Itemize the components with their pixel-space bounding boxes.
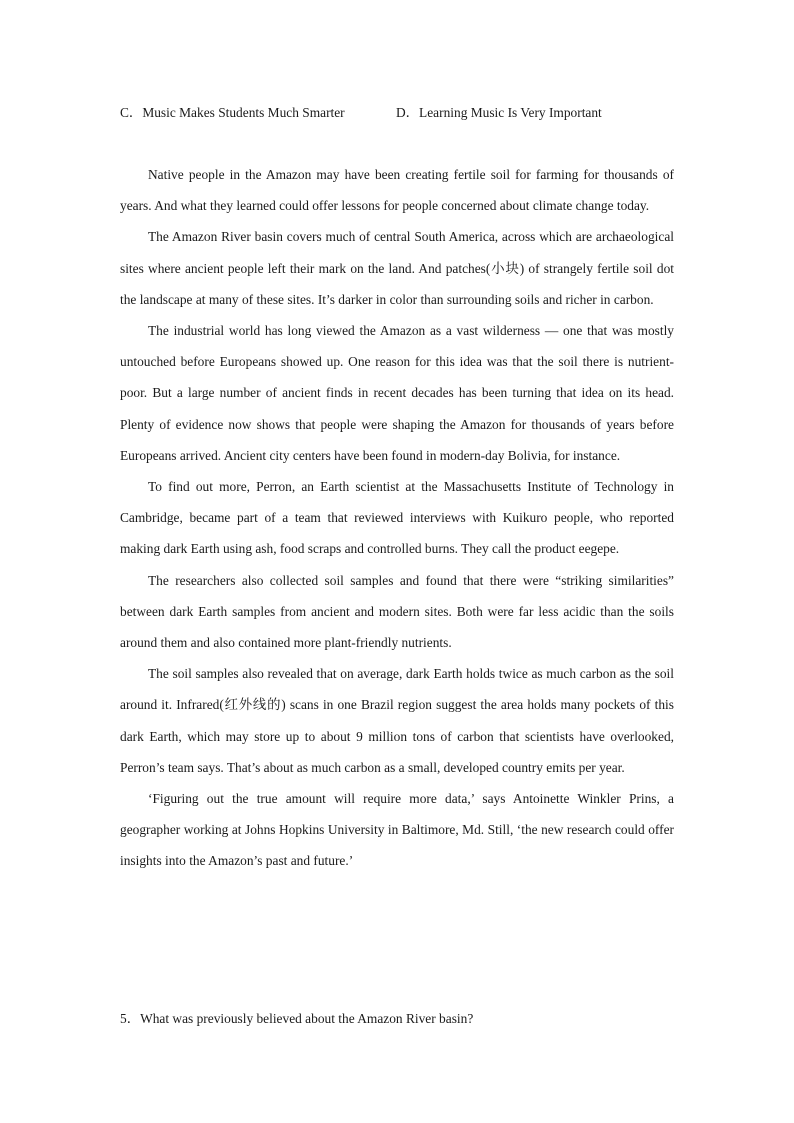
passage-paragraph-2: The Amazon River basin covers much of central South America, across which are archaeological sites where ancient people left their mark on the land. And patches(小块) of strangely fertile soil dot the landscape at many of these sites. It’s darker in color than surrounding soils and richer in carbon. (120, 229, 674, 307)
option-c: C．Music Makes Students Much Smarter (120, 105, 345, 120)
passage-paragraph-7: ‘Figuring out the true amount will require more data,’ says Antoinette Winkler Prins, a geographer working at Johns Hopkins University in Baltimore, Md. Still, ‘the new research could offer insights into the Amazon’s past and future.’ (120, 791, 674, 869)
question-5: 5．What was previously believed about the Amazon River basin? (120, 1011, 474, 1026)
passage-paragraph-3: The industrial world has long viewed the Amazon as a vast wilderness — one that was mostly untouched before Europeans showed up. One reason for this idea was that the soil there is nutrient-poor. But a large number of ancient finds in recent decades has been turning that idea on its head. Plenty of evidence now shows that people were shaping the Amazon for thousands of years before Europeans arrived. Ancient city centers have been found in modern-day Bolivia, for instance. (120, 323, 674, 463)
passage-paragraph-4: To find out more, Perron, an Earth scientist at the Massachusetts Institute of Technology in Cambridge, became part of a team that reviewed interviews with Kuikuro people, who reported making dark Earth using ash, food scraps and controlled burns. They call the product eegepe. (120, 479, 674, 557)
passage-paragraph-6: The soil samples also revealed that on average, dark Earth holds twice as much carbon as the soil around it. Infrared(红外线的) scans in one Brazil region suggest the area holds many pockets of this dark Earth, which may store up to about 9 million tons of carbon that scientists have overlooked, Perron’s team says. That’s about as much carbon as a small, developed country emits per year. (120, 666, 674, 775)
passage-paragraph-1: Native people in the Amazon may have been creating fertile soil for farming for thousands of years. And what they learned could offer lessons for people concerned about climate change today. (120, 167, 674, 214)
reading-passage (120, 159, 674, 877)
passage-paragraph-5: The researchers also collected soil samples and found that there were “striking similarities” between dark Earth samples from ancient and modern sites. Both were far less acidic than the soils around them and also contained more plant-friendly nutrients. (120, 572, 674, 651)
answer-options-row (120, 103, 674, 123)
option-d: D．Learning Music Is Very Important (396, 105, 602, 120)
